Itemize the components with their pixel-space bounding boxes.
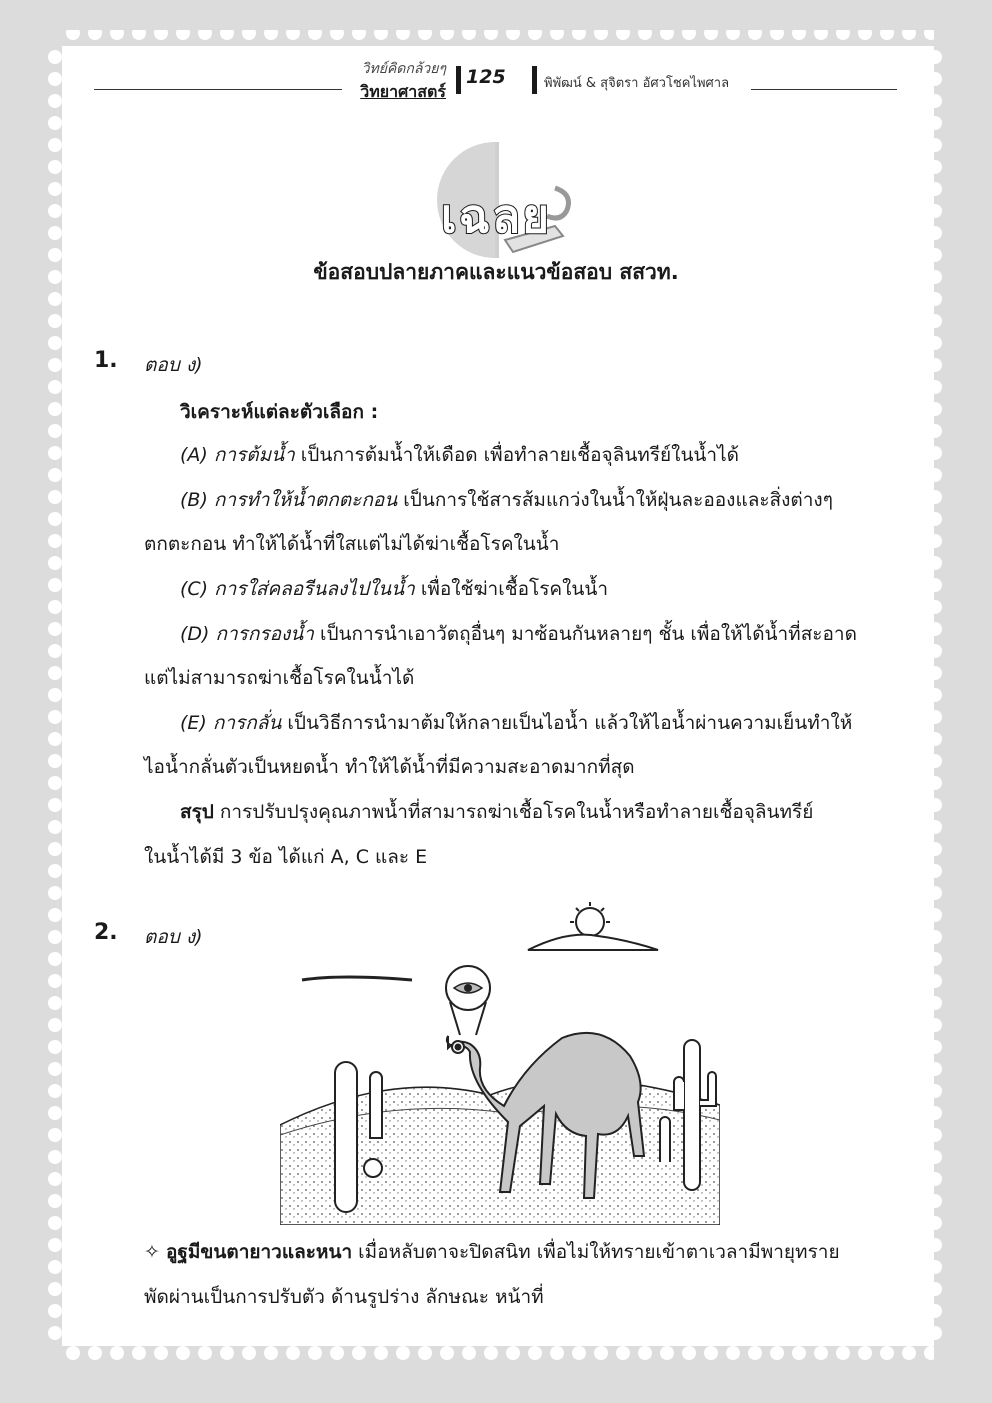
page-subtitle: ข้อสอบปลายภาคและแนวข้อสอบ สสวท. (313, 260, 679, 284)
option-e (180, 708, 852, 738)
camel-fact-text: เมื่อหลับตาจะปิดสนิท เพื่อไม่ให้ทรายเข้าตาเวลามีพายุทราย (352, 1241, 840, 1263)
header-divider (532, 66, 537, 94)
option-d (180, 619, 857, 649)
question-2-answer: ตอบ ง) (144, 926, 203, 948)
sun-icon (570, 902, 610, 936)
option-b-continued: ตกตะกอน ทำให้ได้น้ำที่ใสแต่ไม่ได้ฆ่าเชื้อโรคในน้ำ (144, 533, 560, 555)
option-c-term: (C) การใส่คลอรีนลงไปในน้ำ (180, 578, 415, 600)
question-1-number: 1. (94, 348, 118, 373)
option-e-continued: ไอน้ำกลั่นตัวเป็นหยดน้ำ ทำให้ได้น้ำที่มีความสะอาดมากที่สุด (144, 756, 635, 778)
page-number: 125 (466, 66, 506, 88)
book-series-title: วิทย์คิดกล้วยๆ (361, 61, 446, 77)
header-rule-right (751, 89, 897, 90)
option-b-text: เป็นการใช้สารส้มแกว่งในน้ำให้ฝุ่นละอองและสิ่งต่างๆ (397, 489, 833, 511)
analysis-heading: วิเคราะห์แต่ละตัวเลือก : (180, 401, 379, 423)
summary (180, 797, 813, 827)
page-header (94, 58, 900, 110)
option-d-continued: แต่ไม่สามารถฆ่าเชื้อโรคในน้ำได้ (144, 667, 415, 689)
question-2-number: 2. (94, 920, 118, 945)
option-d-term: (D) การกรองน้ำ (180, 623, 314, 645)
camel-desert-illustration (280, 900, 720, 1225)
option-a (180, 440, 739, 470)
option-d-text: เป็นการนำเอาวัตถุอื่นๆ มาซ้อนกันหลายๆ ชั้น เพื่อให้ได้น้ำที่สะอาด (313, 623, 857, 645)
magnifier-icon (446, 966, 490, 1035)
camel-fact (144, 1237, 840, 1267)
camel-fact-continued: พัดผ่านเป็นการปรับตัว ด้านรูปร่าง ลักษณะ หน้าที่ (144, 1286, 544, 1308)
option-a-text: เป็นการต้มน้ำให้เดือด เพื่อทำลายเชื้อจุลินทรีย์ในน้ำได้ (294, 444, 739, 466)
option-a-term: (A) การต้มน้ำ (180, 444, 295, 466)
book-authors: พิพัฒน์ & สุจิตรา อัศวโชคไพศาล (544, 76, 730, 91)
option-b (180, 485, 833, 515)
summary-label: สรุป (180, 801, 214, 823)
option-e-text: เป็นวิธีการนำมาต้มให้กลายเป็นไอน้ำ แล้วให้ไอน้ำผ่านความเย็นทำให้ (281, 712, 853, 734)
bullet-icon: ✧ (144, 1241, 160, 1263)
page-title: เฉลย (440, 189, 552, 243)
option-c (180, 574, 608, 604)
header-divider (456, 66, 461, 94)
question-1-answer: ตอบ ง) (144, 354, 203, 376)
header-rule-left (94, 89, 342, 90)
option-e-term: (E) การกลั่น (180, 712, 282, 734)
camel-fact-term: อูฐมีขนตายาวและหนา (165, 1241, 353, 1263)
option-b-term: (B) การทำให้น้ำตกตะกอน (180, 489, 398, 511)
book-subject: วิทยาศาสตร์ (360, 82, 446, 101)
summary-continued: ในน้ำได้มี 3 ข้อ ได้แก่ A, C และ E (144, 846, 428, 868)
summary-text: การปรับปรุงคุณภาพน้ำที่สามารถฆ่าเชื้อโรคในน้ำหรือทำลายเชื้อจุลินทรีย์ (213, 801, 814, 823)
option-c-text: เพื่อใช้ฆ่าเชื้อโรคในน้ำ (414, 578, 609, 600)
